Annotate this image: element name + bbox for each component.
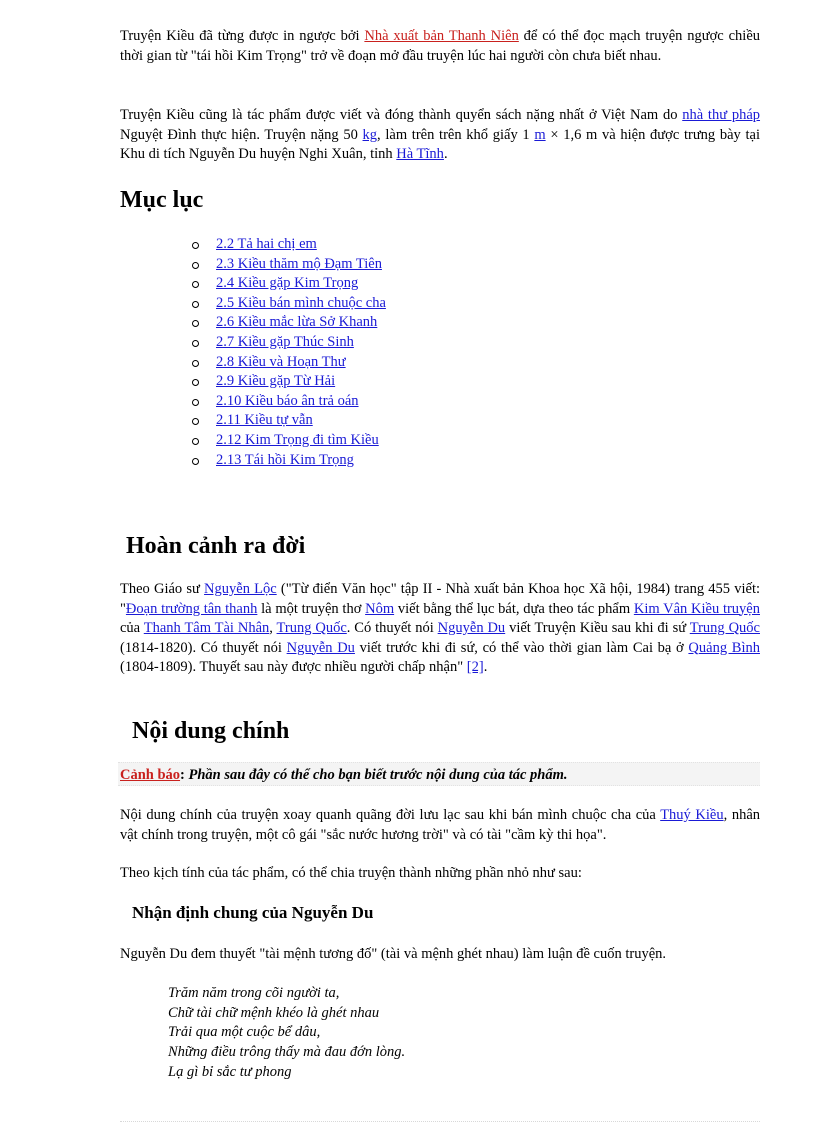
poem-line: Trải qua một cuộc bể dâu, [168,1024,321,1041]
content-paragraph-2: Theo kịch tính của tác phẩm, có thể chia truyện thành những phần nhỏ như sau: [120,865,582,881]
toc-link[interactable]: 2.8 Kiều và Hoạn Thư [216,353,346,370]
toc-link[interactable]: 2.11 Kiều tự vẫn [216,412,313,429]
link-thanh-tam-tai-nhan[interactable]: Thanh Tâm Tài Nhân [143,620,270,636]
text: , [269,620,277,636]
poem-excerpt [168,984,405,1083]
text: × 1,6 m và hiện được trưng bày tại Khu di tích Nguyễn Du huyện Nghi Xuân, tỉnh [120,126,760,162]
toc-link[interactable]: 2.13 Tái hồi Kim Trọng [216,451,354,468]
text: viết Truyện Kiều sau khi đi sứ [505,620,690,636]
link-nxb-thanh-nien[interactable]: Nhà xuất bản Thanh Niên [364,28,519,44]
circle-bullet-icon [192,438,199,445]
circle-bullet-icon [192,418,199,425]
page-bottom-divider [120,1121,760,1122]
text: : [180,767,185,783]
link-trung-quoc[interactable]: Trung Quốc [689,620,760,636]
text: viết trước khi đi sứ, có thể vào thời gian làm Cai bạ ở [354,639,689,656]
circle-bullet-icon [192,379,199,386]
toc-item [192,353,386,373]
link-kg[interactable]: kg [362,126,378,143]
link-nguyen-du[interactable]: Nguyễn Du [286,639,355,656]
link-thuy-kieu[interactable]: Thuý Kiều [660,807,724,823]
poem-line: Chữ tài chữ mệnh khéo là ghét nhau [168,1004,380,1021]
spoiler-warning [118,762,760,786]
link-m[interactable]: m [534,126,546,143]
toc-link[interactable]: 2.6 Kiều mắc lừa Sở Khanh [216,314,378,331]
link-kim-van-kieu-truyen[interactable]: Kim Vân Kiều truyện [633,600,760,617]
text: viết bằng thể lục bát, dựa theo tác phẩm [394,600,634,617]
toc-item [192,392,386,412]
toc-link[interactable]: 2.4 Kiều gặp Kim Trọng [216,275,359,292]
toc-link[interactable]: 2.2 Tả hai chị em [216,236,317,252]
text: , nhân vật chính trong truyện, một cô gái "sắc nước hương trời" và có tài "cầm kỳ thi họa". [120,807,761,843]
text: . [483,659,488,675]
toc-item [192,313,386,333]
circle-bullet-icon [192,281,199,288]
origin-heading: Hoàn cảnh ra đời [126,533,306,559]
content-paragraph-1 [120,806,760,845]
warning-link[interactable]: Cảnh báo [120,767,181,783]
toc-item [192,431,386,451]
toc-heading: Mục lục [120,187,204,213]
link-ha-tinh[interactable]: Hà Tĩnh [396,146,444,162]
toc-item [192,294,386,314]
circle-bullet-icon [192,320,199,327]
text: Nguyệt Đình thực hiện. Truyện nặng 50 [120,126,363,143]
toc-item [192,333,386,353]
link-nom[interactable]: Nôm [365,600,395,617]
text: ("Từ điển Văn học" tập II - Nhà xuất bản Khoa học Xã hội, 1984) trang 455 viết: " [120,581,761,617]
link-doan-truong-tan-thanh[interactable]: Đoạn trường tân thanh [125,600,258,617]
text: . [443,146,448,162]
sub-heading: Nhận định chung của Nguyễn Du [132,903,374,922]
toc-item [192,451,386,471]
text: Truyện Kiều cũng là tác phẩm được viết và đóng thành quyển sách nặng nhất ở Việt Nam do [120,107,683,123]
text: của [120,620,144,636]
intro-paragraph-2 [120,106,760,165]
toc-link[interactable]: 2.7 Kiều gặp Thúc Sinh [216,333,354,350]
link-nguyen-loc[interactable]: Nguyễn Lộc [204,581,277,597]
toc-item [192,411,386,431]
circle-bullet-icon [192,399,199,406]
toc-item [192,235,386,255]
circle-bullet-icon [192,262,199,269]
link-trung-quoc[interactable]: Trung Quốc [276,620,347,636]
text: Truyện Kiều đã từng được in ngược bởi [120,28,365,44]
toc-item [192,255,386,275]
toc-link[interactable]: 2.12 Kim Trọng đi tìm Kiều [216,431,379,448]
toc-link[interactable]: 2.9 Kiều gặp Từ Hải [216,373,336,390]
circle-bullet-icon [192,458,199,465]
content-heading: Nội dung chính [132,718,290,744]
poem-line: Trăm năm trong cõi người ta, [168,985,340,1001]
text: Nội dung chính của truyện xoay quanh quãng đời lưu lạc sau khi bán mình chuộc cha của [120,807,661,823]
intro-paragraph-1 [120,27,760,66]
text: Theo Giáo sư [120,581,205,597]
text: để có thể đọc mạch truyện ngược chiều thời gian từ "tái hồi Kim Trọng" trở về đoạn mở đầu truyện lúc hai người còn chưa biết nhau. [120,28,760,64]
toc-item [192,274,386,294]
poem-line: Lạ gì bỉ sắc tư phong [168,1063,292,1080]
toc-list [192,235,386,470]
link-nguyen-du[interactable]: Nguyễn Du [437,620,506,636]
toc-link[interactable]: 2.10 Kiều báo ân trả oán [216,392,359,409]
circle-bullet-icon [192,360,199,367]
warning-text: Phần sau đây có thể cho bạn biết trước nội dung của tác phẩm. [188,767,568,783]
circle-bullet-icon [192,301,199,308]
poem-line: Những điều trông thấy mà đau đớn lòng. [168,1044,406,1061]
toc-item [192,372,386,392]
circle-bullet-icon [192,242,199,249]
text: là một truyện thơ [257,600,366,617]
link-quang-binh[interactable]: Quảng Bình [688,639,760,656]
text: , làm trên trên khổ giấy 1 [377,126,535,143]
link-nha-thu-phap[interactable]: nhà thư pháp [682,107,761,123]
toc-link[interactable]: 2.5 Kiều bán mình chuộc cha [216,294,386,311]
text: (1814-1820). Có thuyết nói [120,639,287,656]
text: . Có thuyết nói [346,620,438,636]
content-paragraph-3: Nguyễn Du đem thuyết "tài mệnh tương đố" (tài và mệnh ghét nhau) làm luận đề cuốn truyện. [120,946,667,962]
citation-link[interactable]: [2] [466,659,484,675]
circle-bullet-icon [192,340,199,347]
origin-paragraph [120,580,760,678]
toc-link[interactable]: 2.3 Kiều thăm mộ Đạm Tiên [216,255,382,272]
text: (1804-1809). Thuyết sau này được nhiều người chấp nhận" [120,659,467,675]
